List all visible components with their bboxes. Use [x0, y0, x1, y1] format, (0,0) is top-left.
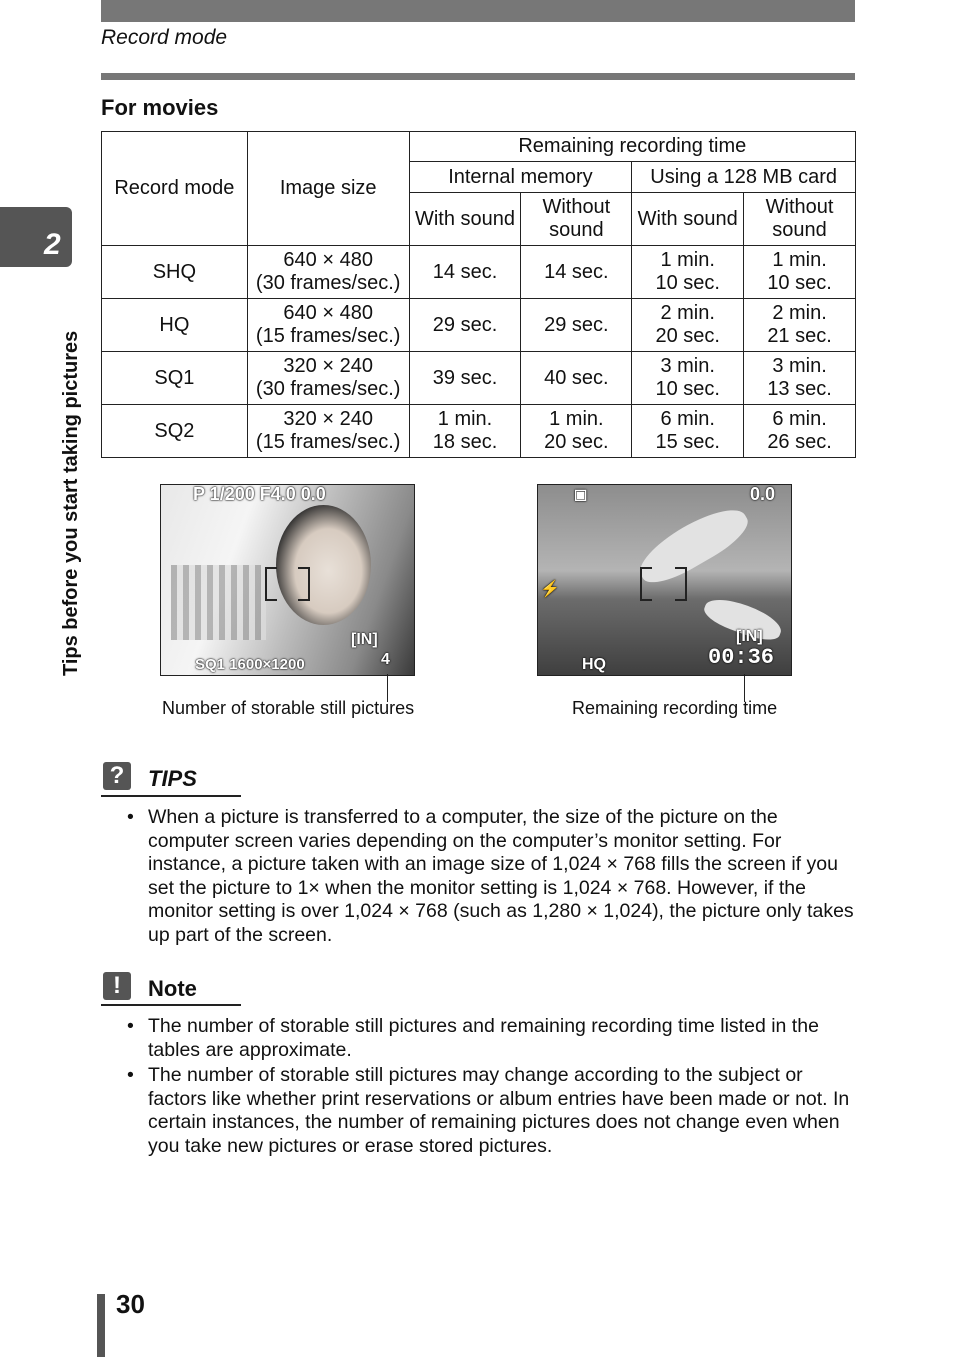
- note-list: [127, 1015, 857, 1160]
- cell-image-size: [247, 299, 409, 352]
- cell-card-without-line: 2 min.: [772, 302, 827, 324]
- cell-image-size-line: 320 × 240: [283, 408, 373, 430]
- chapter-title: Tips before you start taking pictures: [60, 330, 82, 676]
- page-number: 30: [116, 1289, 145, 1319]
- osd-internal-memory: [IN]: [736, 628, 763, 645]
- seagull-photo: [537, 484, 792, 676]
- cell-internal-with: [409, 246, 521, 299]
- section-title: For movies: [101, 95, 219, 120]
- cell-internal-with-line: 14 sec.: [432, 260, 498, 283]
- cell-image-size-line: 320 × 240: [283, 355, 373, 377]
- cell-card-with: [632, 405, 744, 458]
- page-number-bar: [97, 1294, 105, 1357]
- cell-card-without: [744, 299, 856, 352]
- chapter-tab: [0, 207, 72, 267]
- tips-list: [127, 806, 857, 949]
- cell-internal-without-line: 29 sec.: [544, 313, 609, 336]
- cell-card-with-line: 20 sec.: [655, 325, 720, 347]
- cell-image-size: [247, 246, 409, 299]
- table-row: [102, 352, 856, 405]
- note-title: Note: [148, 976, 197, 1001]
- cell-record-mode-line: SQ1: [154, 366, 195, 389]
- cell-image-size-line: (15 frames/sec.): [255, 431, 401, 453]
- cell-record-mode: [102, 405, 248, 458]
- cell-internal-with-line: 18 sec.: [432, 431, 498, 453]
- cell-card-with: [632, 352, 744, 405]
- cell-record-mode-line: HQ: [159, 313, 190, 336]
- movie-mode-icon: ▣: [574, 486, 588, 502]
- cell-card-without-line: 10 sec.: [767, 272, 832, 294]
- header-label: Record mode: [101, 26, 228, 49]
- cell-card-with-line: 6 min.: [660, 408, 715, 430]
- cell-record-mode: [102, 299, 248, 352]
- header-image-size: Image size: [247, 132, 409, 246]
- cell-image-size-line: 640 × 480: [283, 249, 373, 271]
- cell-card-with: [632, 299, 744, 352]
- flash-off-icon: ⚡: [540, 581, 560, 598]
- af-bracket-right: [298, 567, 310, 601]
- cell-image-size-line: (30 frames/sec.): [255, 378, 401, 400]
- cell-internal-without-line: 14 sec.: [544, 260, 609, 283]
- osd-record-mode: HQ: [582, 656, 606, 673]
- cell-card-with-line: 1 min.: [660, 249, 715, 271]
- cell-card-with-line: 2 min.: [660, 302, 715, 324]
- table-row: [102, 299, 856, 352]
- cell-card-with: [632, 246, 744, 299]
- cell-card-without-line: 6 min.: [772, 408, 827, 430]
- header-with-sound: With sound: [632, 193, 744, 246]
- cell-internal-without: [521, 246, 632, 299]
- cell-internal-without: [521, 352, 632, 405]
- header-card: Using a 128 MB card: [632, 162, 856, 193]
- caption-remaining-time: Remaining recording time: [572, 698, 778, 718]
- cell-card-with-line: 10 sec.: [655, 272, 720, 294]
- osd-storable-count: 4: [381, 651, 390, 668]
- header-without-sound: Without sound: [744, 193, 856, 246]
- note-exclamation-icon: !: [103, 972, 131, 1000]
- af-bracket-left: [265, 567, 277, 601]
- osd-remaining-time: 00:36: [708, 645, 775, 670]
- osd-record-mode: SQ1 1600×1200: [195, 656, 305, 673]
- cell-card-with-line: 10 sec.: [655, 378, 720, 400]
- table-row: [102, 405, 856, 458]
- header-rule: [101, 73, 855, 80]
- cell-internal-without-line: 40 sec.: [544, 366, 609, 389]
- cell-internal-with: [409, 299, 521, 352]
- cell-image-size-line: (30 frames/sec.): [255, 272, 401, 294]
- cell-record-mode-line: SHQ: [152, 260, 197, 283]
- header-record-mode: Record mode: [102, 132, 248, 246]
- cell-image-size: [247, 352, 409, 405]
- cell-card-without: [744, 246, 856, 299]
- cell-card-without-line: 26 sec.: [767, 431, 832, 453]
- cell-internal-without: [521, 299, 632, 352]
- osd-internal-memory: [IN]: [351, 631, 378, 648]
- cell-card-without: [744, 405, 856, 458]
- af-bracket-right: [675, 567, 687, 601]
- chapter-number: 2: [44, 228, 61, 261]
- cell-card-without-line: 21 sec.: [767, 325, 832, 347]
- cell-internal-with-line: 1 min.: [437, 408, 493, 430]
- osd-exposure-comp: 0.0: [750, 484, 776, 504]
- header-with-sound: With sound: [409, 193, 521, 246]
- cell-internal-with-line: 29 sec.: [432, 313, 498, 336]
- woman-portrait: [276, 505, 371, 625]
- portrait-photo: [160, 484, 415, 676]
- cell-internal-without: [521, 405, 632, 458]
- cell-internal-without-line: 1 min.: [549, 408, 604, 430]
- cell-card-without-line: 3 min.: [772, 355, 827, 377]
- tips-question-icon: ?: [103, 762, 131, 790]
- header-remaining: Remaining recording time: [409, 132, 855, 162]
- cell-internal-with: [409, 405, 521, 458]
- note-item: • The number of storable still pictures and remaining recording time listed in the tables are approximate.: [127, 1015, 857, 1062]
- cell-image-size-line: (15 frames/sec.): [255, 325, 401, 347]
- af-bracket-left: [640, 567, 652, 601]
- cell-image-size-line: 640 × 480: [283, 302, 373, 324]
- cell-card-with-line: 15 sec.: [655, 431, 720, 453]
- cell-internal-with-line: 39 sec.: [432, 366, 498, 389]
- header-bar: [101, 0, 855, 22]
- cell-record-mode-line: SQ2: [154, 419, 195, 442]
- tips-rule: [101, 795, 241, 797]
- header-without-sound: Without sound: [521, 193, 632, 246]
- cell-record-mode: [102, 246, 248, 299]
- caption-storable-pictures: Number of storable still pictures: [162, 698, 415, 718]
- tips-item: • When a picture is transferred to a computer, the size of the picture on the computer screen varies depending on the computer’s monitor setting. For instance, a picture taken with an image size of 1,024 × 768 fills the screen if you set the picture to 1× when the monitor setting is 1,024 × 768. However, if the monitor setting is over 1,024 × 768 (such as 1,280 × 1,024), the picture only takes up part of the screen.: [127, 806, 857, 947]
- cell-card-without: [744, 352, 856, 405]
- cell-image-size: [247, 405, 409, 458]
- note-item: • The number of storable still pictures may change according to the subject or factors like whether print reservations or album entries have been made or not. In certain instances, the number of remaining pictures does not change even when you take new pictures or erase stored pictures.: [127, 1064, 857, 1158]
- table-row: [102, 246, 856, 299]
- cell-record-mode: [102, 352, 248, 405]
- cell-card-without-line: 13 sec.: [767, 378, 832, 400]
- cell-internal-with: [409, 352, 521, 405]
- header-internal: Internal memory: [409, 162, 632, 193]
- cell-card-without-line: 1 min.: [772, 249, 827, 271]
- cell-internal-without-line: 20 sec.: [544, 431, 609, 453]
- tips-title: TIPS: [148, 766, 197, 791]
- cell-card-with-line: 3 min.: [660, 355, 715, 377]
- recording-time-table: [101, 131, 856, 458]
- shelf-background: [171, 565, 266, 640]
- note-rule: [101, 1004, 241, 1006]
- osd-exposure: P 1/200 F4.0 0.0: [193, 484, 326, 504]
